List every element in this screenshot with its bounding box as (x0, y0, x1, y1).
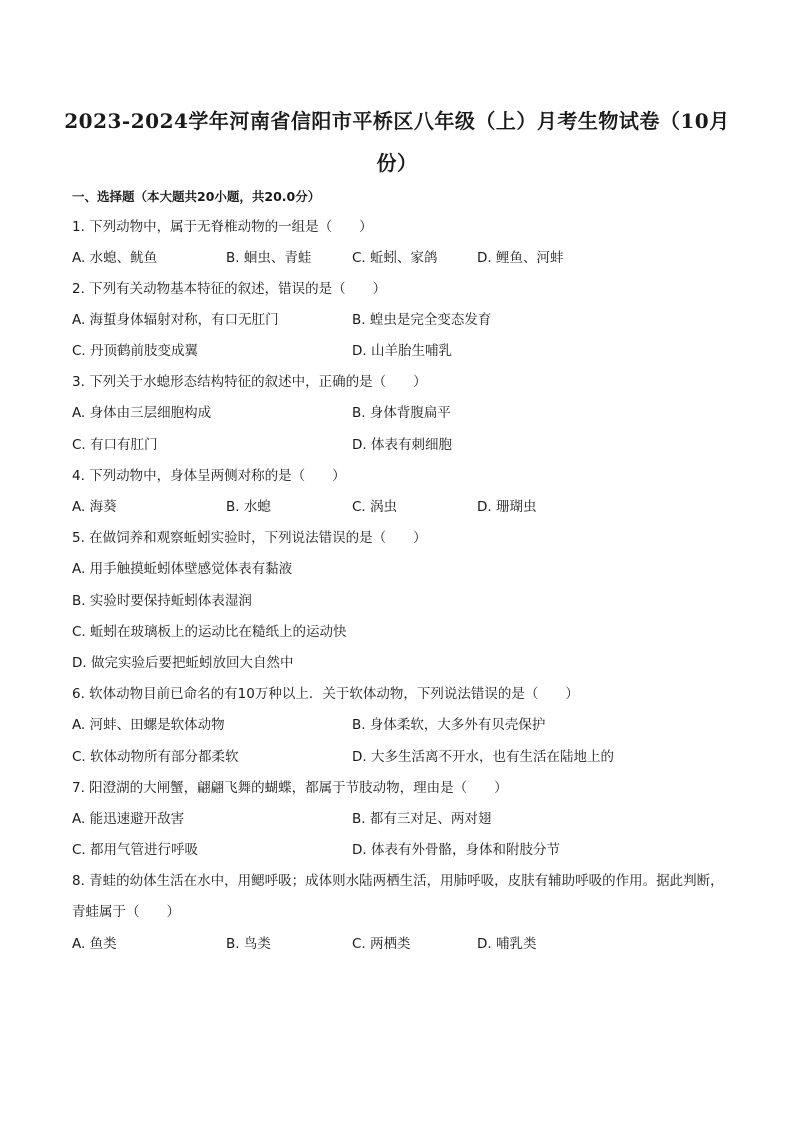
question-2-option-c[interactable]: C. 丹顶鹤前肢变成翼 (72, 343, 199, 359)
question-3-options-row-2 (72, 435, 732, 455)
question-3-stem: 3. 下列关于水螅形态结构特征的叙述中，正确的是（ ） (72, 374, 427, 390)
question-6-option-a[interactable]: A. 河蚌、田螺是软体动物 (72, 717, 225, 733)
question-2-option-b[interactable]: B. 蝗虫是完全变态发育 (352, 312, 492, 328)
question-8-option-a[interactable]: A. 鱼类 (72, 936, 117, 952)
question-8-options (72, 934, 732, 954)
question-5-option-row-c (72, 622, 732, 642)
question-6-option-b[interactable]: B. 身体柔软，大多外有贝壳保护 (352, 717, 546, 733)
question-4-option-a[interactable]: A. 海葵 (72, 499, 117, 515)
question-1-options (72, 248, 732, 268)
question-5-option-b[interactable]: B. 实验时要保持蚯蚓体表湿润 (72, 593, 252, 609)
question-4-option-c[interactable]: C. 涡虫 (352, 499, 398, 515)
question-6-options-row-2 (72, 747, 732, 767)
question-5-option-c[interactable]: C. 蚯蚓在玻璃板上的运动比在糙纸上的运动快 (72, 624, 347, 640)
question-1-option-c[interactable]: C. 蚯蚓、家鸽 (352, 250, 438, 266)
question-6-option-d[interactable]: D. 大多生活离不开水，也有生活在陆地上的 (352, 749, 614, 765)
question-7-option-a[interactable]: A. 能迅速避开敌害 (72, 811, 185, 827)
question-5-option-row-d (72, 653, 732, 673)
question-8-stem: 8. 青蛙的幼体生活在水中，用鳃呼吸；成体则水陆两栖生活，用肺呼吸，皮肤有辅助呼吸的作用。据此判断，青蛙属于（ ） (72, 873, 724, 920)
question-6-option-c[interactable]: C. 软体动物所有部分都柔软 (72, 749, 239, 765)
question-5-option-row-a (72, 559, 732, 579)
question-3-options-row-1 (72, 403, 732, 423)
section-heading: 一、选择题（本大题共20小题，共20.0分） (72, 189, 321, 204)
question-4-option-d[interactable]: D. 珊瑚虫 (477, 499, 537, 515)
question-3-option-a[interactable]: A. 身体由三层细胞构成 (72, 405, 212, 421)
question-4-options (72, 497, 732, 517)
question-5-option-row-b (72, 591, 732, 611)
question-3-option-c[interactable]: C. 有口有肛门 (72, 437, 158, 453)
exam-title: 2023-2024学年河南省信阳市平桥区八年级（上）月考生物试卷（10月份） (64, 109, 730, 175)
question-7-option-c[interactable]: C. 都用气管进行呼吸 (72, 842, 199, 858)
question-7-option-d[interactable]: D. 体表有外骨骼，身体和附肢分节 (352, 842, 560, 858)
question-6-stem: 6. 软体动物目前已命名的有10万种以上．关于软体动物，下列说法错误的是（ ） (72, 686, 579, 702)
question-3-option-b[interactable]: B. 身体背腹扁平 (352, 405, 451, 421)
question-3-option-d[interactable]: D. 体表有刺细胞 (352, 437, 452, 453)
question-7-option-b[interactable]: B. 都有三对足、两对翅 (352, 811, 492, 827)
question-5-option-d[interactable]: D. 做完实验后要把蚯蚓放回大自然中 (72, 655, 294, 671)
question-7-stem: 7. 阳澄湖的大闸蟹，翩翩飞舞的蝴蝶，都属于节肢动物，理由是（ ） (72, 780, 508, 796)
question-5-stem: 5. 在做饲养和观察蚯蚓实验时，下列说法错误的是（ ） (72, 530, 427, 546)
question-2-options-row-2 (72, 341, 732, 361)
question-1-option-b[interactable]: B. 蛔虫、青蛙 (226, 250, 312, 266)
question-1-option-d[interactable]: D. 鲤鱼、河蚌 (477, 250, 564, 266)
question-2-option-d[interactable]: D. 山羊胎生哺乳 (352, 343, 452, 359)
question-7-options-row-2 (72, 840, 732, 860)
question-2-options-row-1 (72, 310, 732, 330)
question-1-option-a[interactable]: A. 水螅、鱿鱼 (72, 250, 158, 266)
question-5-option-a[interactable]: A. 用手触摸蚯蚓体壁感觉体表有黏液 (72, 561, 293, 577)
question-4-option-b[interactable]: B. 水螅 (226, 499, 271, 515)
question-4-stem: 4. 下列动物中，身体呈两侧对称的是（ ） (72, 468, 346, 484)
question-2-stem: 2. 下列有关动物基本特征的叙述，错误的是（ ） (72, 281, 387, 297)
question-7-options-row-1 (72, 809, 732, 829)
question-8-option-c[interactable]: C. 两栖类 (352, 936, 411, 952)
question-8-option-d[interactable]: D. 哺乳类 (477, 936, 537, 952)
question-6-options-row-1 (72, 715, 732, 735)
question-2-option-a[interactable]: A. 海蜇身体辐射对称，有口无肛门 (72, 312, 279, 328)
question-1-stem: 1. 下列动物中，属于无脊椎动物的一组是（ ） (72, 219, 373, 235)
question-8-option-b[interactable]: B. 鸟类 (226, 936, 271, 952)
